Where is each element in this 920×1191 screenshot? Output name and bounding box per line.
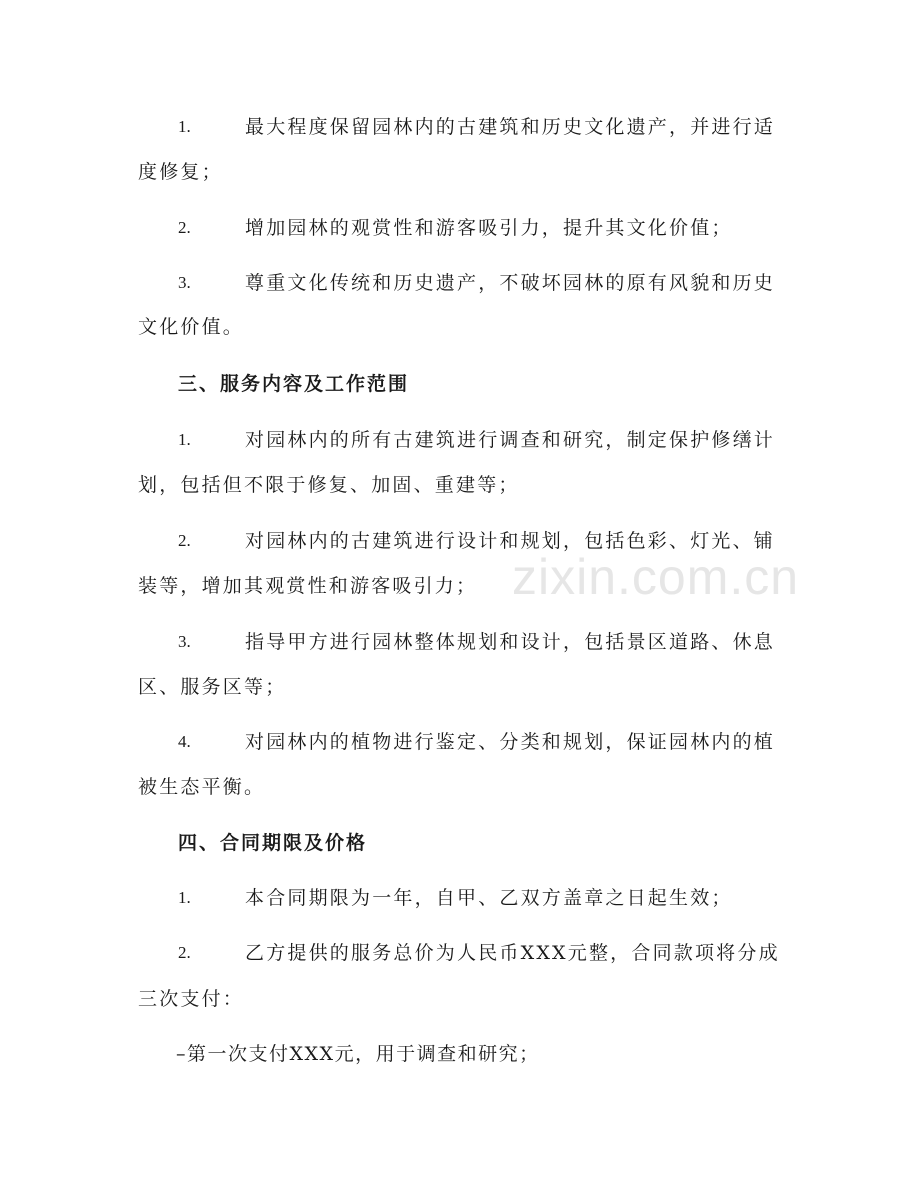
list-item-text: 乙方提供的服务总价为人民币XXX元整，合同款项将分成 (245, 942, 780, 964)
list-number: 1. (178, 117, 191, 136)
list-number: 1. (178, 430, 191, 449)
payment-bullet: –第一次支付XXX元，用于调查和研究； (176, 1043, 540, 1065)
section-heading: 三、服务内容及工作范围 (178, 373, 410, 395)
section-heading: 四、合同期限及价格 (178, 832, 368, 854)
list-item-text: 本合同期限为一年，自甲、乙双方盖章之日起生效； (245, 887, 733, 909)
list-item-text: 对园林内的植物进行鉴定、分类和规划，保证园林内的植 (245, 731, 776, 753)
list-number: 4. (178, 732, 191, 751)
list-item-text: 对园林内的古建筑进行设计和规划，包括色彩、灯光、铺 (245, 530, 776, 552)
list-item-text-continued: 装等，增加其观赏性和游客吸引力； (138, 575, 478, 597)
list-item-text-continued: 度修复； (138, 161, 223, 183)
list-item-text: 最大程度保留园林内的古建筑和历史文化遗产，并进行适 (245, 116, 776, 138)
list-item-text-continued: 划，包括但不限于修复、加固、重建等； (138, 474, 520, 496)
list-number: 3. (178, 273, 191, 292)
list-item-text-continued: 文化价值。 (138, 316, 245, 338)
list-number: 2. (178, 531, 191, 550)
list-item-text-continued: 被生态平衡。 (138, 776, 266, 798)
list-item-text: 增加园林的观赏性和游客吸引力，提升其文化价值； (245, 217, 733, 239)
watermark: zixin.com.cn (512, 549, 800, 605)
list-item-text: 对园林内的所有古建筑进行调查和研究，制定保护修缮计 (245, 429, 776, 451)
list-number: 2. (178, 218, 191, 237)
list-number: 1. (178, 888, 191, 907)
list-number: 3. (178, 632, 191, 651)
list-item-text-continued: 三次支付： (138, 988, 245, 1010)
list-item-text: 尊重文化传统和历史遗产，不破坏园林的原有风貌和历史 (245, 272, 776, 294)
list-item-text: 指导甲方进行园林整体规划和设计，包括景区道路、休息 (245, 631, 776, 653)
list-number: 2. (178, 943, 191, 962)
list-item-text-continued: 区、服务区等； (138, 676, 287, 698)
